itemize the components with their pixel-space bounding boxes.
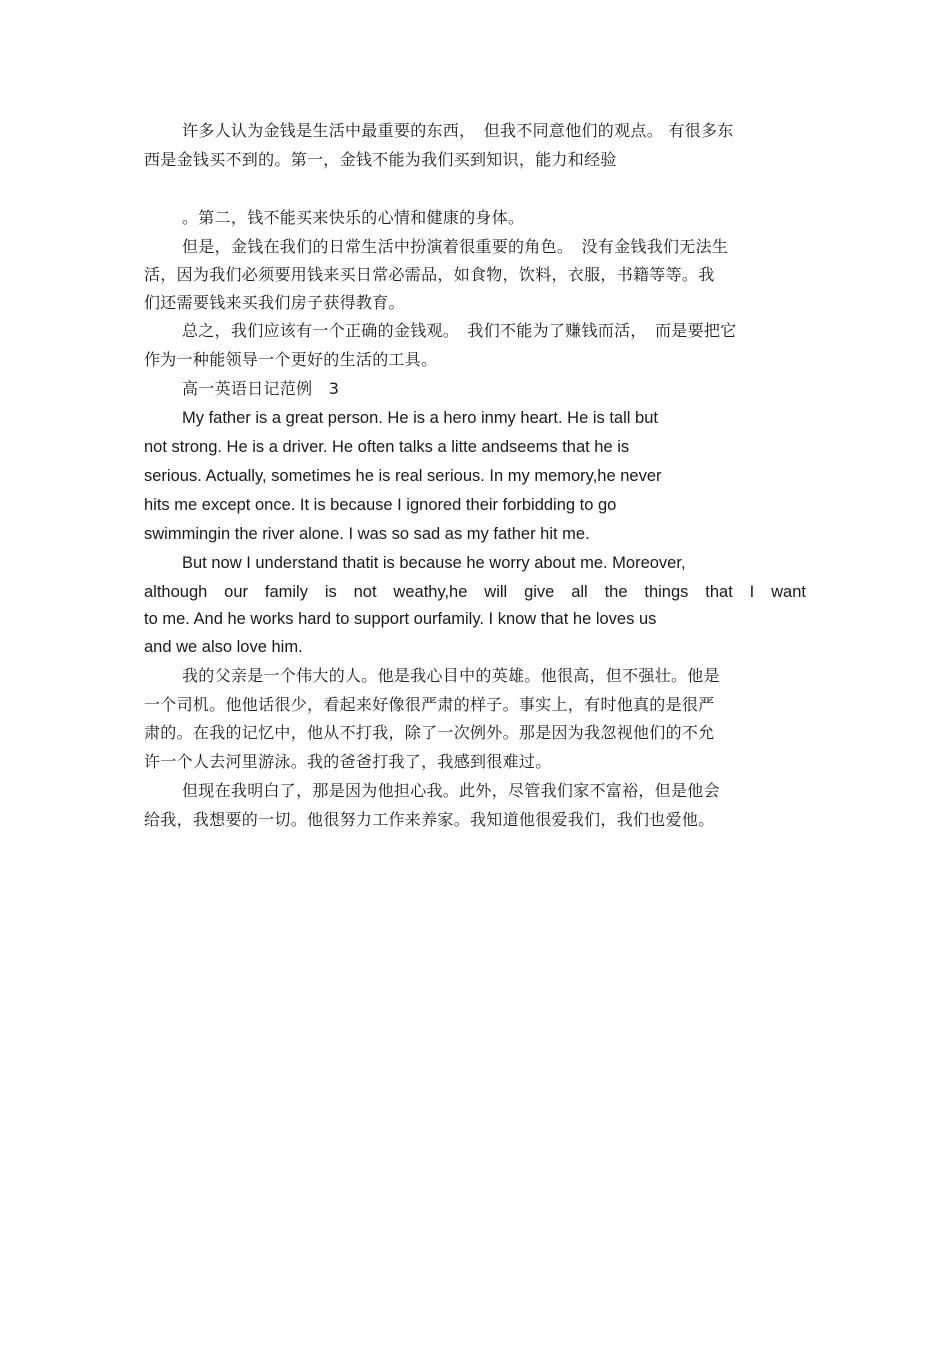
text-line-18: and we also love him.	[144, 638, 303, 656]
word: give	[524, 583, 555, 601]
word: I	[749, 583, 755, 601]
text-line-21: 肃的。在我的记忆中，他从不打我，除了一次例外。那是因为我忽视他们的不允	[144, 723, 715, 742]
text-line-15: But now I understand thatit is because he worry about me. Moreover,	[182, 554, 686, 572]
text-line-11: not strong. He is a driver. He often talks a litte andseems that he is	[144, 438, 630, 456]
text-line-2: 西是金钱买不到的。第一，金钱不能为我们买到知识，能力和经验	[144, 150, 617, 169]
word: not	[353, 583, 377, 601]
text-line-22: 许一个人去河里游泳。我的爸爸打我了，我感到很难过。	[144, 752, 552, 771]
word: the	[604, 583, 628, 601]
text-line-13: hits me except once. It is because I ignored their forbidding to go	[144, 496, 617, 514]
text-line-23: 但现在我明白了，那是因为他担心我。此外，尽管我们家不富裕，但是他会	[182, 781, 720, 800]
text-line-20: 一个司机。他他话很少，看起来好像很严肃的样子。事实上，有时他真的是很严	[144, 695, 715, 714]
word: all	[571, 583, 588, 601]
text-line-7: 总之，我们应该有一个正确的金钱观。 我们不能为了赚钱而活， 而是要把它	[182, 321, 737, 340]
text-line-3: 。第二，钱不能买来快乐的心情和健康的身体。	[182, 208, 525, 227]
word: is	[324, 583, 337, 601]
text-line-14: swimmingin the river alone. I was so sad as my father hit me.	[144, 525, 590, 543]
word: although	[144, 583, 208, 601]
text-line-10: My father is a great person. He is a hero inmy heart. He is tall but	[182, 409, 658, 427]
word: weathy,he	[393, 583, 468, 601]
text-line-4: 但是，金钱在我们的日常生活中扮演着很重要的角色。 没有金钱我们无法生	[182, 237, 729, 256]
word: will	[484, 583, 508, 601]
word: things	[644, 583, 689, 601]
word: family	[264, 583, 308, 601]
word: that	[705, 583, 733, 601]
text-line-12: serious. Actually, sometimes he is real serious. In my memory,he never	[144, 467, 662, 485]
text-line-1: 许多人认为金钱是生活中最重要的东西， 但我不同意他们的观点。 有很多东	[182, 121, 734, 140]
text-line-19: 我的父亲是一个伟大的人。他是我心目中的英雄。他很高，但不强壮。他是	[182, 666, 720, 685]
text-line-17: to me. And he works hard to support ourfamily. I know that he loves us	[144, 610, 657, 628]
section-heading: 高一英语日记范例 3	[182, 379, 340, 398]
text-line-8: 作为一种能领导一个更好的生活的工具。	[144, 350, 438, 369]
word: want	[771, 583, 806, 601]
text-line-5: 活，因为我们必须要用钱来买日常必需品，如食物，饮料，衣服，书籍等等。我	[144, 265, 715, 284]
word: our	[224, 583, 249, 601]
text-line-24: 给我，我想要的一切。他很努力工作来养家。我知道他很爱我们，我们也爱他。	[144, 810, 715, 829]
text-line-6: 们还需要钱来买我们房子获得教育。	[144, 293, 405, 312]
text-line-16	[144, 582, 806, 602]
